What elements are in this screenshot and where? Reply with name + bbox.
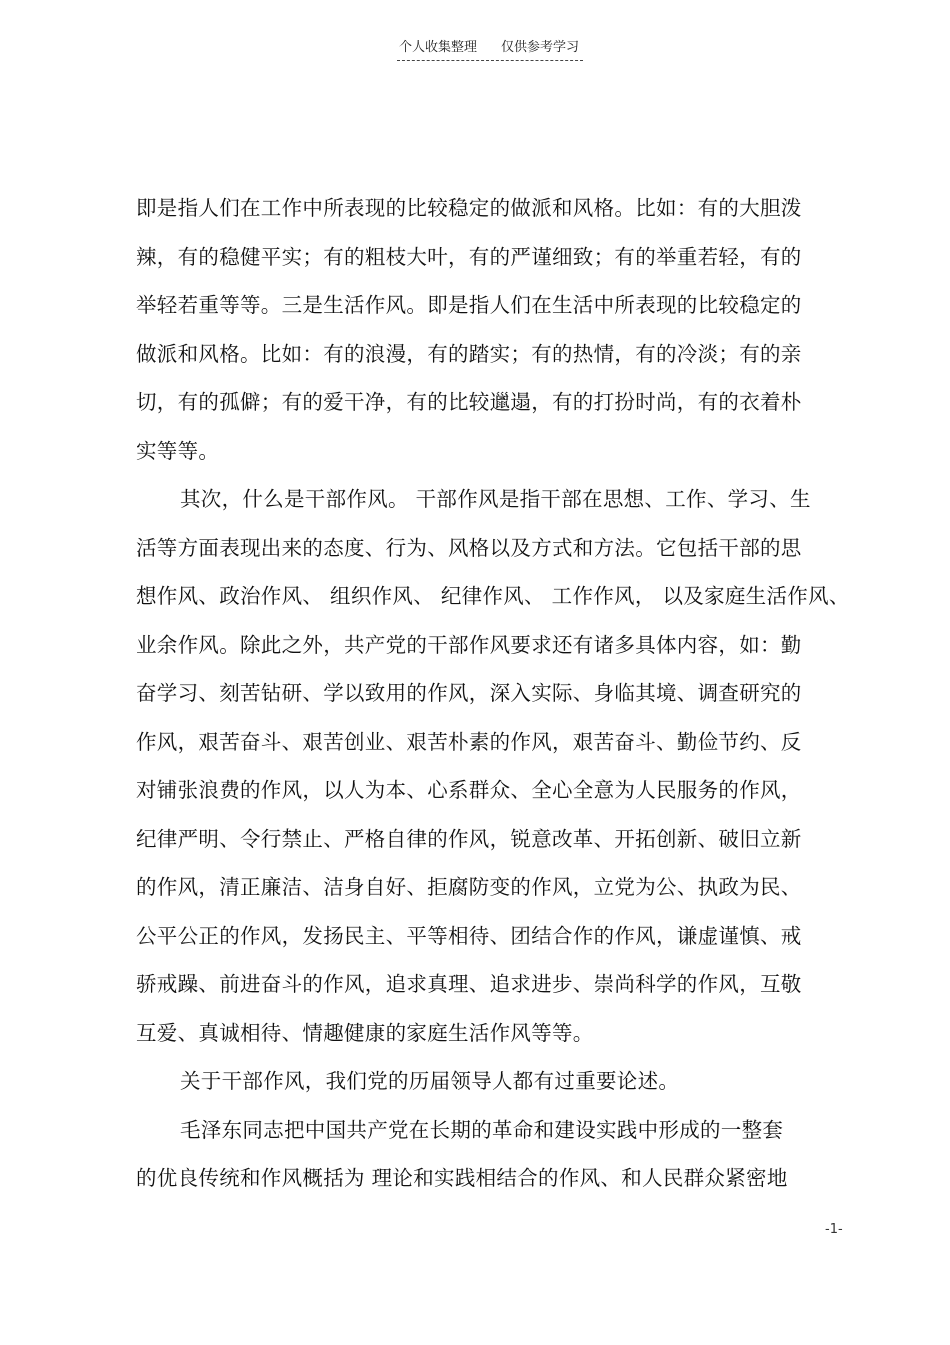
- body-line: 纪律严明、令行禁止、严格自律的作风，锐意改革、开拓创新、破旧立新: [136, 826, 802, 851]
- body-line: 做派和风格。比如：有的浪漫，有的踏实；有的热情，有的冷淡；有的亲: [136, 341, 802, 366]
- body-line: 互爱、真诚相待、情趣健康的家庭生活作风等等。: [136, 1020, 594, 1045]
- body-line: 其次，什么是干部作风。 干部作风是指干部在思想、工作、学习、生: [180, 487, 811, 511]
- document-body: [136, 184, 850, 1203]
- body-line: 作风，艰苦奋斗、艰苦创业、艰苦朴素的作风，艰苦奋斗、勤俭节约、反: [136, 729, 802, 754]
- body-line: 骄戒躁、前进奋斗的作风，追求真理、追求进步、崇尚科学的作风，互敬: [136, 972, 802, 996]
- page-header: [397, 38, 583, 61]
- body-line: 奋学习、刻苦钻研、学以致用的作风，深入实际、身临其境、调查研究的: [136, 681, 802, 705]
- body-line: 活等方面表现出来的态度、行为、风格以及方式和方法。它包括干部的思: [136, 535, 802, 560]
- page-number: -1-: [825, 1222, 843, 1237]
- body-line: 对铺张浪费的作风，以人为本、心系群众、全心全意为人民服务的作风，: [136, 778, 802, 802]
- body-line: 实等等。: [136, 438, 220, 463]
- body-line: 举轻若重等等。三是生活作风。即是指人们在生活中所表现的比较稳定的: [136, 293, 802, 317]
- body-line: 业余作风。除此之外，共产党的干部作风要求还有诸多具体内容，如：勤: [136, 632, 802, 657]
- header-left-text: 个人收集整理: [399, 40, 478, 55]
- body-line: 即是指人们在工作中所表现的比较稳定的做派和风格。比如：有的大胆泼: [136, 196, 802, 220]
- body-line: 公平公正的作风，发扬民主、平等相待、团结合作的作风，谦虚谨慎、戒: [136, 923, 802, 948]
- body-line: 的作风，清正廉洁、洁身自好、拒腐防变的作风，立党为公、执政为民、: [136, 875, 802, 899]
- header-right-text: 仅供参考学习: [501, 40, 580, 55]
- body-line: 毛泽东同志把中国共产党在长期的革命和建设实践中形成的一整套: [180, 1117, 784, 1142]
- body-line: 辣，有的稳健平实；有的粗枝大叶，有的严谨细致；有的举重若轻，有的: [136, 244, 802, 269]
- body-line: 想作风、政治作风、 组织作风、 纪律作风、 工作作风， 以及家庭生活作风、: [136, 584, 850, 608]
- body-line: 切，有的孤僻；有的爱干净，有的比较邋遢，有的打扮时尚，有的衣着朴: [136, 390, 802, 414]
- body-line: 的优良传统和作风概括为 理论和实践相结合的作风、和人民群众紧密地: [136, 1166, 788, 1190]
- body-line: 关于干部作风，我们党的历届领导人都有过重要论述。: [180, 1069, 680, 1093]
